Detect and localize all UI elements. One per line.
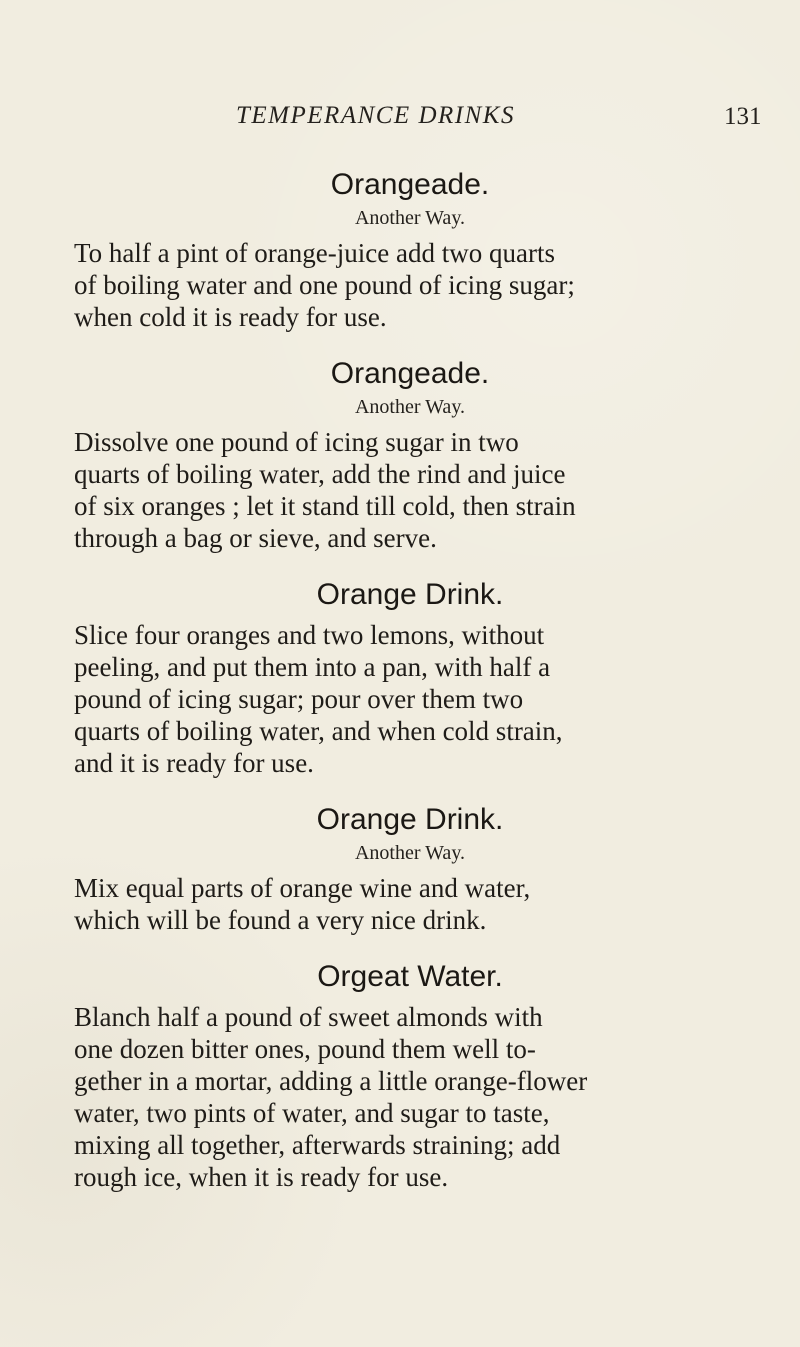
recipe-subtitle: Another Way. — [354, 842, 466, 864]
text-line: through a bag or sieve, and serve. — [74, 523, 437, 553]
recipe-text — [74, 426, 728, 554]
recipe-orgeat-water — [74, 958, 728, 1193]
recipe-text — [74, 237, 728, 333]
text-line: when cold it is ready for use. — [74, 302, 387, 332]
text-line: one dozen bitter ones, pound them well to- — [74, 1034, 536, 1064]
recipe-orangeade-2 — [74, 355, 728, 554]
recipe-text — [74, 872, 728, 936]
recipe-orangeade-1 — [74, 166, 728, 333]
text-line: To half a pint of orange-juice add two quarts — [74, 238, 555, 268]
recipe-title: Orange Drink. — [316, 578, 504, 611]
recipe-subtitle: Another Way. — [354, 396, 466, 418]
text-line: rough ice, when it is ready for use. — [74, 1162, 449, 1192]
recipe-orange-drink-2 — [74, 801, 728, 936]
recipe-title: Orangeade. — [330, 357, 490, 390]
text-line: Blanch half a pound of sweet almonds with — [74, 1002, 543, 1032]
text-line: pound of icing sugar; pour over them two — [74, 684, 524, 714]
running-head: TEMPERANCE DRINKS — [236, 102, 515, 129]
recipe-title: Orangeade. — [330, 168, 490, 201]
text-line: of boiling water and one pound of icing sugar; — [74, 270, 575, 300]
recipe-title: Orange Drink. — [316, 803, 504, 836]
text-line: gether in a mortar, adding a little orange-flower — [74, 1066, 588, 1096]
recipe-title: Orgeat Water. — [317, 960, 503, 993]
text-line: peeling, and put them into a pan, with half a — [74, 652, 551, 682]
text-line: which will be found a very nice drink. — [74, 905, 487, 935]
text-line: and it is ready for use. — [74, 748, 314, 778]
recipe-subtitle: Another Way. — [354, 207, 466, 229]
text-line: Mix equal parts of orange wine and water, — [74, 873, 531, 903]
text-line: quarts of boiling water, add the rind and juice — [74, 459, 566, 489]
page-content — [74, 166, 728, 1215]
text-line: of six oranges ; let it stand till cold, then strain — [74, 491, 576, 521]
text-line: quarts of boiling water, and when cold strain, — [74, 716, 563, 746]
text-line: mixing all together, afterwards straining; add — [74, 1130, 561, 1160]
text-line: Dissolve one pound of icing sugar in two — [74, 427, 519, 457]
recipe-orange-drink-1 — [74, 576, 728, 779]
page-number: 131 — [724, 103, 762, 130]
text-line: Slice four oranges and two lemons, without — [74, 620, 545, 650]
recipe-text — [74, 619, 728, 779]
recipe-text — [74, 1001, 728, 1193]
text-line: water, two pints of water, and sugar to taste, — [74, 1098, 550, 1128]
